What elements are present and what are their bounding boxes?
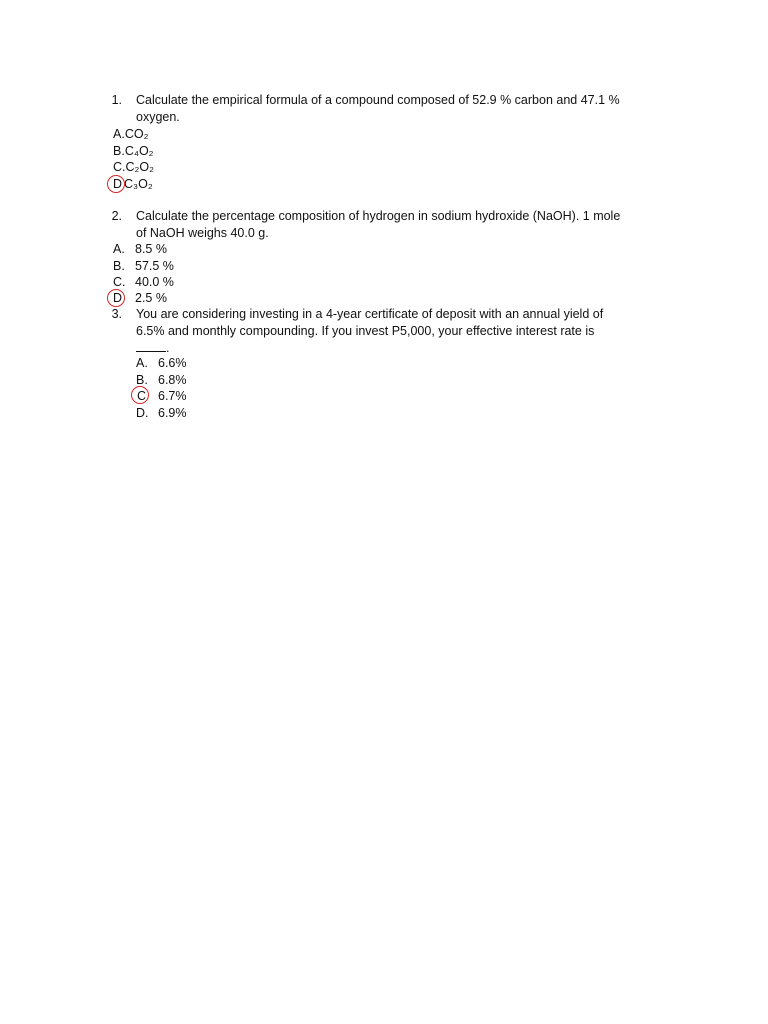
option-letter: D bbox=[113, 291, 123, 305]
question-number: 2. bbox=[111, 209, 122, 223]
question-text-period: . bbox=[166, 341, 170, 355]
option-text: 6.7% bbox=[158, 389, 187, 403]
answer-blank-line bbox=[136, 339, 169, 357]
option-letter: B. bbox=[113, 144, 125, 158]
question-text-line: 6.5% and monthly compounding. If you invest P5,000, your effective interest rate is bbox=[136, 324, 595, 338]
option-letter: C bbox=[137, 389, 147, 403]
option-a bbox=[113, 126, 148, 143]
answer-circle-mark bbox=[107, 175, 125, 193]
question-text-line: You are considering investing in a 4-year certificate of deposit with an annual yield of bbox=[136, 307, 604, 321]
option-letter: A. bbox=[136, 356, 148, 370]
option-c bbox=[113, 159, 154, 176]
blank-underline bbox=[136, 339, 166, 352]
option-b bbox=[113, 143, 154, 160]
option-text: C₄O₂ bbox=[124, 144, 154, 158]
option-text: C₂O₂ bbox=[125, 160, 154, 174]
question-text-line: oxygen. bbox=[136, 110, 180, 124]
option-letter: B. bbox=[113, 259, 125, 273]
option-text: 8.5 % bbox=[135, 242, 167, 256]
option-text: 2.5 % bbox=[135, 291, 167, 305]
option-text: CO₂ bbox=[124, 127, 149, 141]
option-letter: C. bbox=[113, 275, 126, 289]
option-text: 40.0 % bbox=[135, 275, 174, 289]
question-number: 3. bbox=[111, 307, 122, 321]
option-text: 6.9% bbox=[158, 406, 187, 420]
option-letter: A. bbox=[113, 242, 125, 256]
option-text: 57.5 % bbox=[135, 259, 174, 273]
option-letter: A. bbox=[113, 127, 125, 141]
option-letter: C. bbox=[113, 160, 126, 174]
option-letter: B. bbox=[136, 373, 148, 387]
question-text-line: Calculate the percentage composition of hydrogen in sodium hydroxide (NaOH). 1 mole bbox=[136, 209, 621, 223]
option-text: 6.8% bbox=[158, 373, 187, 387]
answer-circle-mark bbox=[131, 386, 149, 404]
answer-circle-mark bbox=[107, 289, 125, 307]
option-letter: D bbox=[113, 177, 123, 191]
question-text-line: Calculate the empirical formula of a compound composed of 52.9 % carbon and 47.1 % bbox=[136, 93, 620, 107]
option-letter: D. bbox=[136, 406, 149, 420]
question-number: 1. bbox=[111, 93, 122, 107]
option-text: C₃O₂ bbox=[124, 177, 153, 191]
option-text: 6.6% bbox=[158, 356, 187, 370]
question-text-line: of NaOH weighs 40.0 g. bbox=[136, 226, 269, 240]
